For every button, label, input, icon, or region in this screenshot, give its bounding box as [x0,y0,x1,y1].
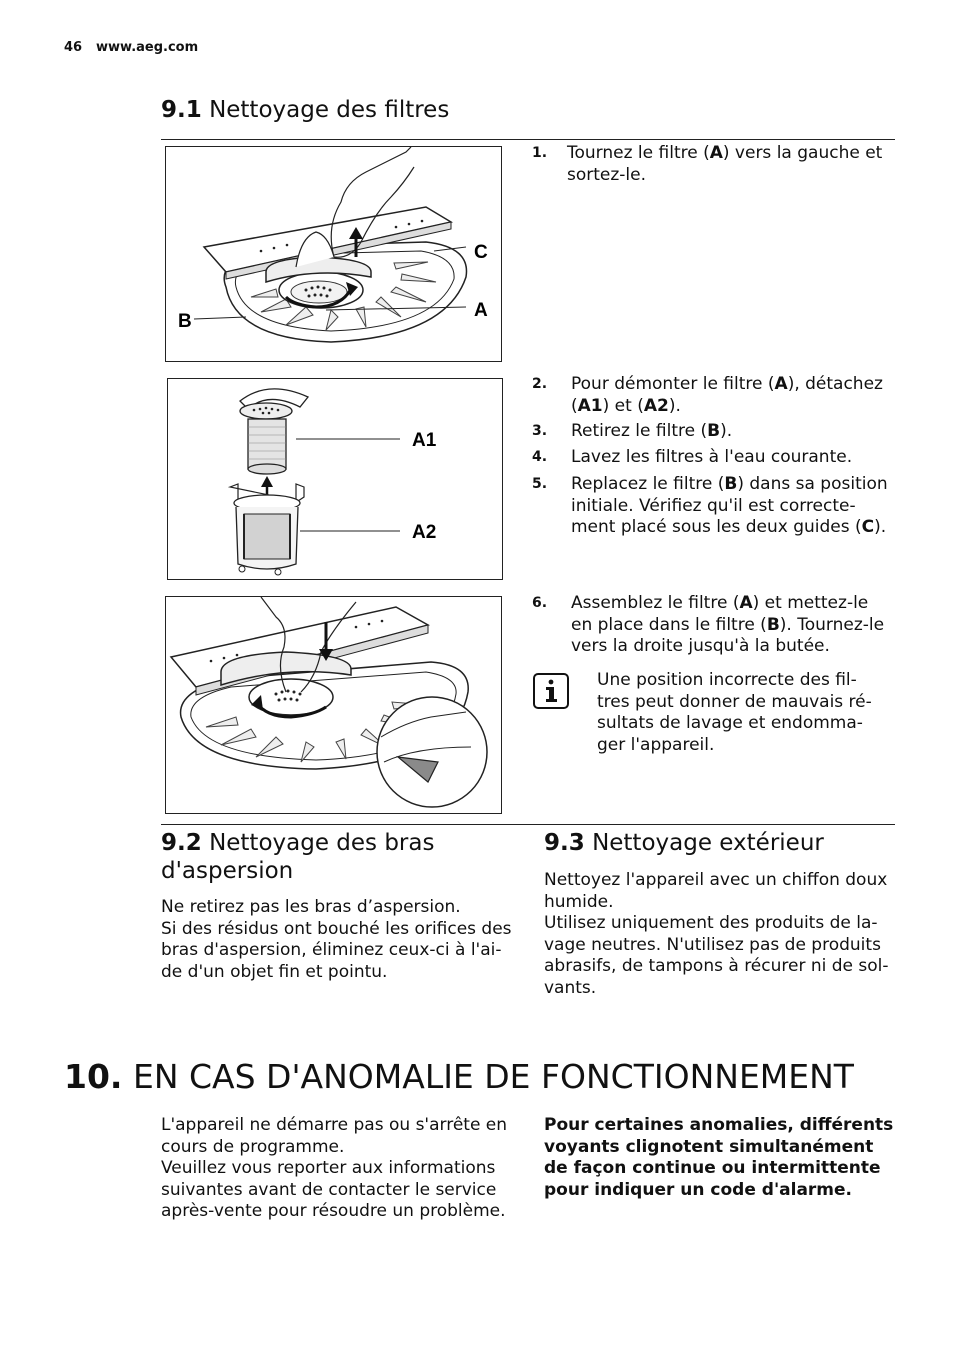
paragraph: L'appareil ne démarre pas ou s'arrête en cours de programme. [161,1115,508,1157]
step-2 [532,374,892,417]
step-text-part: ), détachez ( [571,374,883,416]
step-5 [532,474,892,539]
step-text [532,143,892,186]
chapter-10-heading [64,1057,924,1097]
step-text-part: ). [874,517,887,537]
header-url: www.aeg.com [96,40,199,55]
step-4 [532,447,892,469]
chapter-number: 10. [64,1057,123,1096]
step-number: 1. [532,145,548,161]
step-number: 2. [532,376,548,392]
step-text [532,421,892,443]
figure-reassemble-filter [165,596,502,814]
step-text-part: Pour démonter le filtre ( [571,374,775,394]
section-9-2-body [161,897,517,983]
figure-remove-filter [165,146,502,362]
section-rule [161,139,895,140]
step-ref: A [709,143,723,163]
section-9-1-heading [161,96,449,124]
label-a2: A2 [412,522,437,543]
label-c: C [474,242,488,263]
step-text [532,593,892,658]
section-number: 9.3 [544,830,585,856]
info-note: Une position incorrecte des fil-tres peut donner de mauvais ré-sultats de lavage et endomma-ger l'appareil. [597,670,872,755]
section-9-2-heading [161,829,521,885]
section-number: 9.1 [161,97,202,123]
step-ref: A1 [577,395,603,416]
step-1 [532,143,892,186]
step-ref: B [766,614,780,635]
section-number: 9.2 [161,830,202,856]
step-text-part: ) dans sa position initiale. Vérifiez qu'il est correcte-ment placé sous les deux guides ( [571,474,888,537]
step-text-part: ) et mettez-le en place dans le filtre ( [571,593,869,635]
chapter-10-intro [161,1115,517,1223]
step-3 [532,421,892,443]
label-b: B [178,311,192,332]
step-text-part: Assemblez le filtre ( [571,593,740,613]
label-a: A [474,300,488,321]
page-number: 46 [64,40,83,55]
paragraph: Ne retirez pas les bras d’aspersion. [161,897,461,917]
step-text: Lavez les filtres à l'eau courante. [571,447,853,467]
step-text [532,474,892,539]
chapter-title: EN CAS D'ANOMALIE DE FONCTIONNEMENT [132,1057,854,1096]
step-text-part: ). [720,421,733,441]
filter-disassembly-illustration [168,379,502,579]
section-rule [161,824,895,825]
step-number: 5. [532,476,548,492]
step-text-part: ) et ( [602,395,644,416]
paragraph: Si des résidus ont bouché les orifices des bras d'aspersion, éliminez ceux-ci à l'ai-de d'un objet fin et pointu. [161,918,512,982]
label-a1: A1 [412,430,437,451]
step-text-part: ). Tournez-le vers la droite jusqu'à la butée. [571,614,885,656]
filter-reassembly-illustration [166,597,501,813]
step-text [532,374,892,417]
step-text-part: ) vers la gauche et sortez-le. [567,143,883,185]
section-9-3-heading [544,829,894,857]
paragraph: Nettoyez l'appareil avec un chiffon doux humide. [544,870,888,912]
step-number: 3. [532,423,548,439]
step-number: 4. [532,449,548,465]
step-ref: A2 [643,395,669,416]
step-ref: A [774,374,788,394]
step-ref: C [861,517,875,537]
paragraph: Utilisez uniquement des produits de la-vage neutres. N'utilisez pas de produits abrasifs, de tampons à récurer ni de sol-vants. [544,913,889,998]
section-title: Nettoyage des bras [209,830,435,856]
step-text-part: ). [668,395,681,416]
paragraph: Veuillez vous reporter aux informations suivantes avant de contacter le service après-vente pour résoudre un problème. [161,1158,506,1221]
step-6 [532,593,892,658]
section-title-cont: d'aspersion [161,858,294,884]
section-9-3-body [544,870,894,999]
chapter-10-alarm-note: Pour certaines anomalies, différents voyants clignotent simultanément de façon continue ou intermittente pour indiquer un code d'alarme. [544,1115,894,1200]
section-title: Nettoyage extérieur [592,830,824,856]
info-glyph [535,675,567,707]
step-ref: B [707,421,721,441]
step-text-part: Tournez le filtre ( [567,143,710,163]
figure-disassemble-filter [167,378,503,580]
step-text-part: Retirez le filtre ( [571,421,708,441]
step-ref: B [724,474,738,494]
section-title: Nettoyage des filtres [209,97,450,123]
filter-removal-illustration [166,147,501,361]
step-text-part: Replacez le filtre ( [571,474,725,494]
info-icon [533,673,569,709]
step-number: 6. [532,595,548,611]
step-ref: A [739,593,753,613]
